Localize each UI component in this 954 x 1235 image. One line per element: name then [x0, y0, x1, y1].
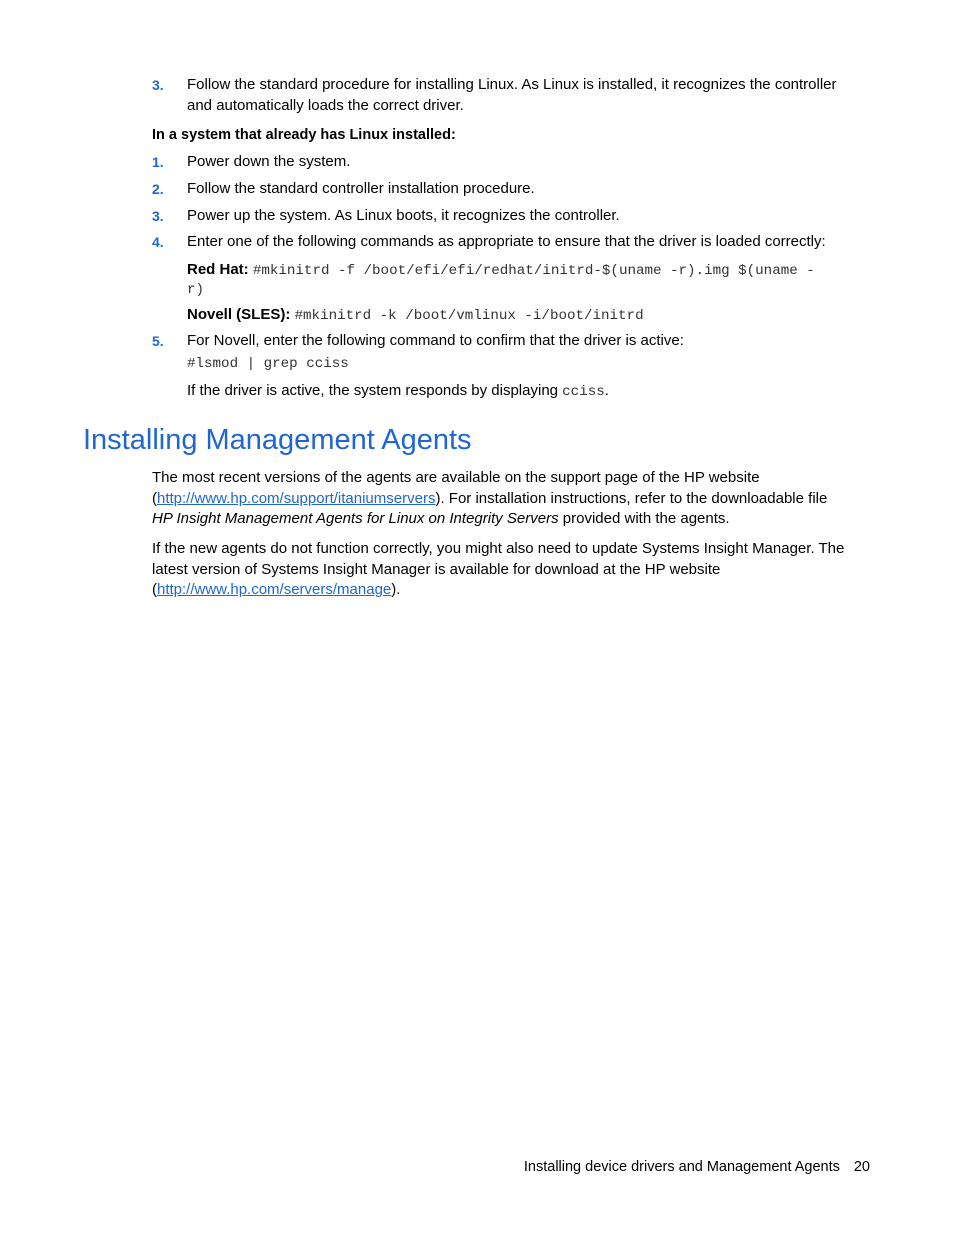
active-note-code: cciss	[562, 384, 605, 400]
paragraph-text: provided with the agents.	[558, 510, 730, 527]
paragraph-line	[152, 580, 872, 601]
list-number: 3.	[152, 208, 164, 224]
document-title: HP Insight Management Agents for Linux on Integrity Servers	[152, 510, 559, 527]
list-number: 2.	[152, 181, 164, 197]
list-number: 3.	[152, 77, 164, 93]
active-note-suffix: .	[604, 382, 609, 399]
paragraph-line: If the new agents do not function correctly, you might also need to update Systems Insight Manager. The	[152, 540, 845, 557]
list-item-line: and automatically loads the correct driver.	[187, 96, 464, 114]
paragraph-text: ). For installation instructions, refer to the downloadable file	[435, 489, 828, 507]
paragraph-text: ).	[391, 581, 401, 598]
active-note-text: If the driver is active, the system responds by displaying	[187, 382, 563, 399]
list-number: 4.	[152, 234, 164, 250]
novell-label: Novell (SLES):	[187, 306, 291, 323]
lsmod-command: #lsmod | grep cciss	[187, 356, 349, 372]
list-number: 1.	[152, 154, 164, 170]
section-heading: Installing Management Agents	[83, 424, 472, 456]
footer-title: Installing device drivers and Management Agents	[523, 1159, 840, 1175]
paragraph-line	[152, 489, 872, 510]
list-item-text: Power up the system. As Linux boots, it recognizes the controller.	[187, 207, 620, 224]
subheading: In a system that already has Linux installed:	[152, 127, 456, 143]
page-footer	[480, 1157, 870, 1178]
list-item-line: Follow the standard procedure for installing Linux. As Linux is installed, it recognizes the controller	[187, 76, 837, 93]
paragraph-line	[152, 509, 872, 530]
list-item-text	[187, 75, 872, 116]
redhat-command-continued: r)	[187, 282, 205, 298]
list-item-text: For Novell, enter the following command to confirm that the driver is active:	[187, 332, 684, 349]
paragraph-line: latest version of Systems Insight Manager is available for download at the HP website	[152, 560, 721, 578]
novell-command: #mkinitrd -k /boot/vmlinux -i/boot/initrd	[294, 308, 644, 324]
paragraph-agents	[152, 468, 872, 530]
paragraph-line: The most recent versions of the agents are available on the support page of the HP website	[152, 469, 760, 486]
page-number: 20	[853, 1159, 870, 1175]
paren: (	[152, 489, 157, 507]
paragraph-sim	[152, 539, 872, 601]
servers-manage-link[interactable]: http://www.hp.com/servers/manage	[157, 581, 392, 598]
list-item-text: Enter one of the following commands as appropriate to ensure that the driver is loaded correctly:	[187, 233, 826, 250]
itanium-support-link[interactable]: http://www.hp.com/support/itaniumservers	[157, 489, 436, 507]
list-item-text: Follow the standard controller installation procedure.	[187, 180, 535, 197]
list-number: 5.	[152, 333, 164, 349]
redhat-command: #mkinitrd -f /boot/efi/efi/redhat/initrd-$(uname -r).img $(uname -	[252, 263, 815, 279]
novell-command-block	[187, 305, 872, 327]
list-item-text: Power down the system.	[187, 153, 351, 170]
paren: (	[152, 581, 157, 598]
redhat-label: Red Hat:	[187, 261, 249, 278]
redhat-command-block	[187, 260, 872, 300]
active-note	[187, 381, 872, 403]
